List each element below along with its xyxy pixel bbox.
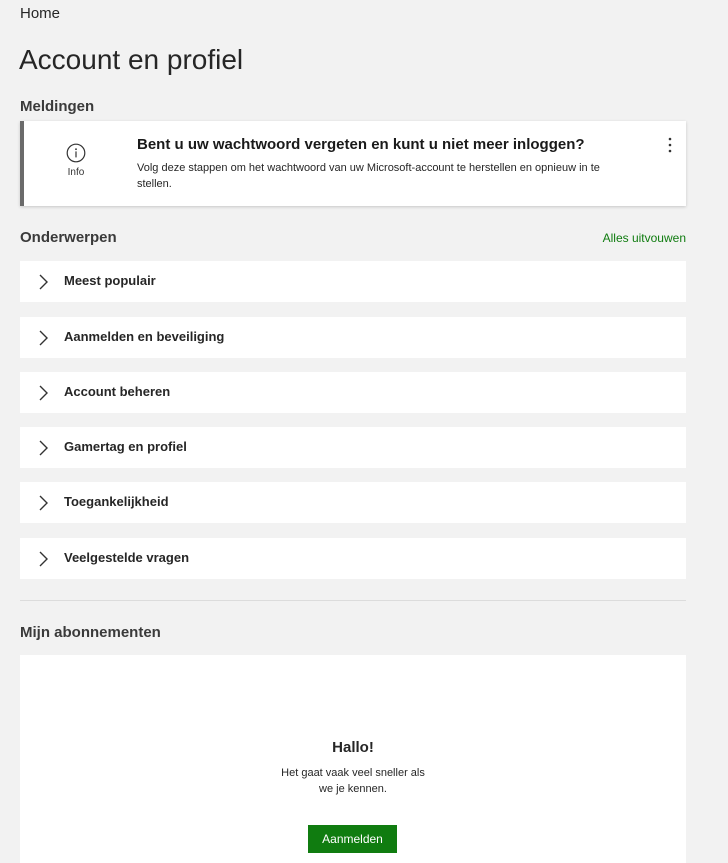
topic-label: Aanmelden en beveiliging xyxy=(64,329,225,344)
notification-title: Bent u uw wachtwoord vergeten en kunt u niet meer inloggen? xyxy=(137,136,585,153)
chevron-right-icon xyxy=(36,494,50,512)
chevron-right-icon xyxy=(36,439,50,457)
more-vertical-icon[interactable] xyxy=(664,135,676,155)
topic-label: Toegankelijkheid xyxy=(64,494,169,509)
topics-heading: Onderwerpen xyxy=(20,229,117,246)
subscriptions-card xyxy=(20,655,686,863)
topic-item-meest-populair[interactable] xyxy=(20,261,686,302)
notification-description: Volg deze stappen om het wachtwoord van uw Microsoft-account te herstellen en opnieuw in te stellen. xyxy=(137,162,600,190)
topic-item-account-beheren[interactable] xyxy=(20,372,686,413)
info-icon xyxy=(66,143,86,163)
topic-item-toegankelijkheid[interactable] xyxy=(20,482,686,523)
chevron-right-icon xyxy=(36,550,50,568)
topic-item-gamertag-en-profiel[interactable] xyxy=(20,427,686,468)
subscriptions-heading: Mijn abonnementen xyxy=(20,624,161,641)
notification-icon-group xyxy=(58,143,94,178)
topic-item-aanmelden-en-beveiliging[interactable] xyxy=(20,317,686,358)
sign-in-button[interactable]: Aanmelden xyxy=(308,825,397,853)
topic-label: Account beheren xyxy=(64,384,171,399)
topic-label: Veelgestelde vragen xyxy=(64,550,190,565)
greeting-title: Hallo! xyxy=(332,739,374,756)
chevron-right-icon xyxy=(36,273,50,291)
section-divider xyxy=(20,600,686,601)
topic-item-veelgestelde-vragen[interactable] xyxy=(20,538,686,579)
greeting-text: Het gaat vaak veel sneller als we je kennen. xyxy=(281,767,425,795)
chevron-right-icon xyxy=(36,384,50,402)
page-title: Account en profiel xyxy=(19,44,244,75)
expand-all-link[interactable]: Alles uitvouwen xyxy=(602,231,686,245)
notifications-heading: Meldingen xyxy=(20,98,95,115)
breadcrumb[interactable]: Home xyxy=(20,5,61,22)
chevron-right-icon xyxy=(36,329,50,347)
topic-label: Gamertag en profiel xyxy=(64,439,187,454)
notification-card xyxy=(20,121,686,206)
info-label: Info xyxy=(67,167,85,178)
topic-label: Meest populair xyxy=(64,273,156,288)
